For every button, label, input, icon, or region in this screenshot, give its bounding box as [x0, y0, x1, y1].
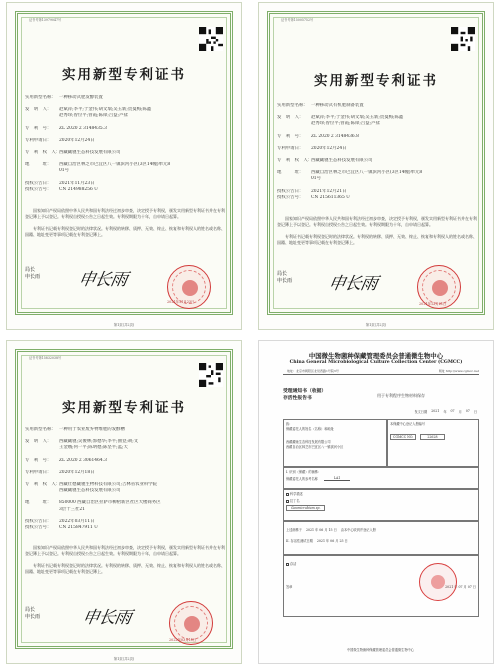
field-row: 授权公告日： 2021年11月23日: [25, 180, 95, 186]
official-stamp: [419, 563, 457, 601]
field-row: 发 明 人： 西藏藏驰;吴俊林;郭德华;李平;曲登;胡;文: [25, 439, 139, 445]
chief-block: [277, 271, 292, 285]
certificate-number: 证书号第15005752号: [281, 18, 314, 22]
page-footer: 第1页(共2页): [365, 323, 387, 327]
field-row: 地 址： 850000 西藏自治区拉萨市柳梧新区社区大楼商务区: [25, 500, 161, 506]
field-row: 地 址： 西藏自治区林芝市巴宜区八一镇滨河小区(3区14幢)单元8: [277, 170, 423, 176]
patent-certificate-3: [6, 340, 242, 664]
seal-date: 2021年12月21日: [419, 302, 447, 306]
cgmcc-label: CGMCC NO.: [390, 434, 416, 440]
field-row: 专 利 号： ZL 2020 2 3061464.3: [25, 457, 107, 463]
patent-certificate-1: [6, 2, 242, 330]
signature: 申长雨: [80, 608, 133, 628]
field-row: 专利申请日： 2020年12月24日: [277, 145, 347, 151]
checkbox-icon: [286, 563, 289, 566]
header-divider: [283, 374, 479, 375]
field-row: 01号: [311, 176, 321, 182]
grant-paragraph: 国家知识产权局依照中华人民共和国专利法经过初步审查，决定授予专利权，颁发实用新型专利证书并在专利登记簿上予以登记。专利权自授权公告之日起生效。专利权期限为十年，自申请日起算。: [25, 545, 225, 556]
field-row: 专利申请日： 2020年12月24日: [25, 137, 95, 143]
chief-block: [25, 607, 40, 621]
legal-paragraph: 专利证书记载专利权登记时的法律状况。专利权的转移、质押、无效、终止、恢复和专利权人的姓名或名称、国籍、地址变更等事项记载在专利登记簿上。: [25, 563, 225, 574]
letter-address: 地址：北京市朝阳区北辰西路1号院3号 网址 http://www.cgmcc.net: [287, 369, 479, 373]
issue-date: 发文日期 2021 年 07 月 07 日: [414, 409, 477, 414]
chief-name: 申长雨: [25, 614, 41, 620]
field-row: 专利申请日： 2020年12月18日: [25, 469, 95, 475]
chief-block: [25, 267, 40, 281]
receipt-cell: 上述菌株于 2021 年 06 月 15 日 由本中心收到并登记入册 II. 存活性测试日期 2021 年 06 月 25 日: [283, 521, 479, 555]
field-row: 授权公告号： CN 215847911 U: [25, 525, 98, 531]
signature: 申长雨: [76, 270, 129, 290]
letter-footer: 中国微生物菌种保藏管理委员会普通微生物中心: [347, 648, 414, 652]
seal-date: 2022年03月11日: [169, 638, 197, 642]
field-row: 地 址： 西藏自治区林芝市巴宜区八一镇滨河小区(3区14幢)单元8: [25, 162, 171, 168]
certificate-title: 实用新型专利证书: [62, 67, 186, 83]
field-row: 实用新型名称： 一种用于农业废弃物堆肥的发酵槽: [25, 427, 125, 432]
legal-paragraph: 专利证书记载专利权登记时的法律状况。专利权的转移、质押、无效、终止、恢复和专利权人的姓名或名称、国籍、地址变更等事项记载在专利登记簿上。: [277, 234, 477, 245]
patent-certificate-2: [258, 2, 494, 330]
grant-paragraph: 国家知识产权局依照中华人民共和国专利法经过初步审查，决定授予专利权，颁发实用新型专利证书并在专利登记簿上予以登记。专利权自授权公告之日起生效。专利权期限为十年，自申请日起算。: [25, 208, 225, 219]
certificate-fields: [277, 103, 477, 201]
certificate-fields: [25, 427, 225, 531]
deposit-receipt-letter: [258, 340, 494, 664]
center-cell: 本保藏中心登记入册编号 CGMCC NO. 22628: [387, 419, 479, 467]
field-row: 赵秀珍;曾位平;曾霞;陈锋;吕益;卢盐: [59, 113, 128, 119]
chief-title: 局长: [25, 607, 36, 613]
page-footer: 第1页(共2页): [113, 657, 135, 661]
field-row: 专 利 权 人： 西藏藏驰生态科技发展有限公司: [277, 158, 373, 164]
field-row: 赵秀珍;曾位平;曾霞;陈锋;吕益;卢盐: [311, 121, 380, 127]
field-row: 授权公告日： 2021年12月21日: [277, 188, 347, 194]
chief-title: 局长: [277, 271, 288, 277]
field-row: 专 利 权 人： 西藏壮德藏驰生物科技有限公司;吉林省农业科学院: [25, 482, 158, 488]
qr-code-icon: [451, 27, 475, 51]
qr-code-icon: [199, 27, 223, 51]
letter-header-en: China General Microbiological Culture Collection Center (CGMCC): [289, 360, 463, 365]
page-footer: 第1页(共2页): [113, 323, 135, 327]
checkbox-icon: [286, 493, 289, 496]
identification-cell: I. 识别（保藏）的菌株： 保藏委托人的参考名称 LA1: [283, 467, 479, 489]
field-row: 授权公告日： 2022年03月11日: [25, 518, 95, 524]
certificate-title: 实用新型专利证书: [314, 73, 438, 89]
field-row: 王金娥;何一平;陈明德;陈坚平;蓝;天: [59, 445, 128, 451]
field-row: 发 明 人： 赵斌萍;李平;于金伟;胡文瑞;吴玉新;贺曼梅;陈鑫: [277, 115, 404, 121]
checkbox-icon: [286, 500, 289, 503]
cgmcc-number: 22628: [420, 434, 444, 440]
letter-header-cn: 中国微生物菌种保藏管理委员会普通微生物中心: [308, 352, 444, 360]
seal-date: 2021年11月23日: [167, 300, 195, 304]
field-row: 发 明 人： 赵斌萍;李平;于金伟;胡文瑞;吴玉新;贺曼梅;陈鑫: [25, 107, 152, 113]
certificate-fields: [25, 95, 225, 193]
sign-date: 2021 年 07 月 07 日: [445, 585, 476, 589]
certificate-number: 证书号第13979047号: [29, 18, 62, 22]
reference-name: LA1: [324, 476, 350, 481]
document-title: 受理通知书（收据） 存活性报告书: [283, 388, 327, 401]
field-row: 专 利 号： ZL 2020 2 3148435.3: [25, 125, 107, 131]
field-row: 西藏藏驰生态科技发展有限公司: [59, 488, 121, 494]
certificate-number: 证书号第15832038号: [29, 356, 62, 360]
field-row: 3层十三社21: [59, 506, 85, 512]
scientific-cell: 科学描述 拉丁名 Geomicrobium sp.: [283, 489, 479, 521]
field-row: 实用新型名称： 一种移动式有机肥制备装置: [277, 103, 364, 108]
legal-paragraph: 专利证书记载专利权登记时的法律状况。专利权的转移、质押、无效、终止、恢复和专利权人的姓名或名称、国籍、地址变更等事项记载在专利登记簿上。: [25, 226, 225, 237]
field-row: 实用新型名称： 一种移动式肥发酵装置: [25, 95, 103, 100]
field-row: 专 利 权 人： 西藏藏驰生态科技发展有限公司: [25, 150, 121, 156]
latin-name: Geomicrobium sp.: [286, 505, 325, 511]
result-cell: 存活 签章 2021 年 07 月 07 日: [283, 555, 479, 617]
field-row: 授权公告号： CN 215611365 U: [277, 194, 350, 200]
field-row: 专 利 号： ZL 2020 2 3148436.8: [277, 133, 359, 139]
document-subtitle: 用于专利程序生物材料保存: [377, 393, 425, 398]
chief-name: 申长雨: [25, 274, 41, 280]
certificate-title: 实用新型专利证书: [62, 400, 186, 416]
grant-paragraph: 国家知识产权局依照中华人民共和国专利法经过初步审查，决定授予专利权，颁发实用新型专利证书并在专利登记簿上予以登记。专利权自授权公告之日起生效。专利权期限为十年，自申请日起算。: [277, 216, 477, 227]
signature: 申长雨: [326, 274, 379, 294]
qr-code-icon: [199, 363, 223, 387]
chief-title: 局长: [25, 267, 36, 273]
chief-name: 申长雨: [277, 278, 293, 284]
to-cell: 致： 保藏委托人的姓名（名称）和地址 西藏藏驰生态科技发展有限公司 西藏自治区林芝市巴宜区八一镇滨河小区: [283, 419, 387, 467]
field-row: 授权公告号： CN 214988256 U: [25, 186, 98, 192]
field-row: 01号: [59, 168, 69, 174]
